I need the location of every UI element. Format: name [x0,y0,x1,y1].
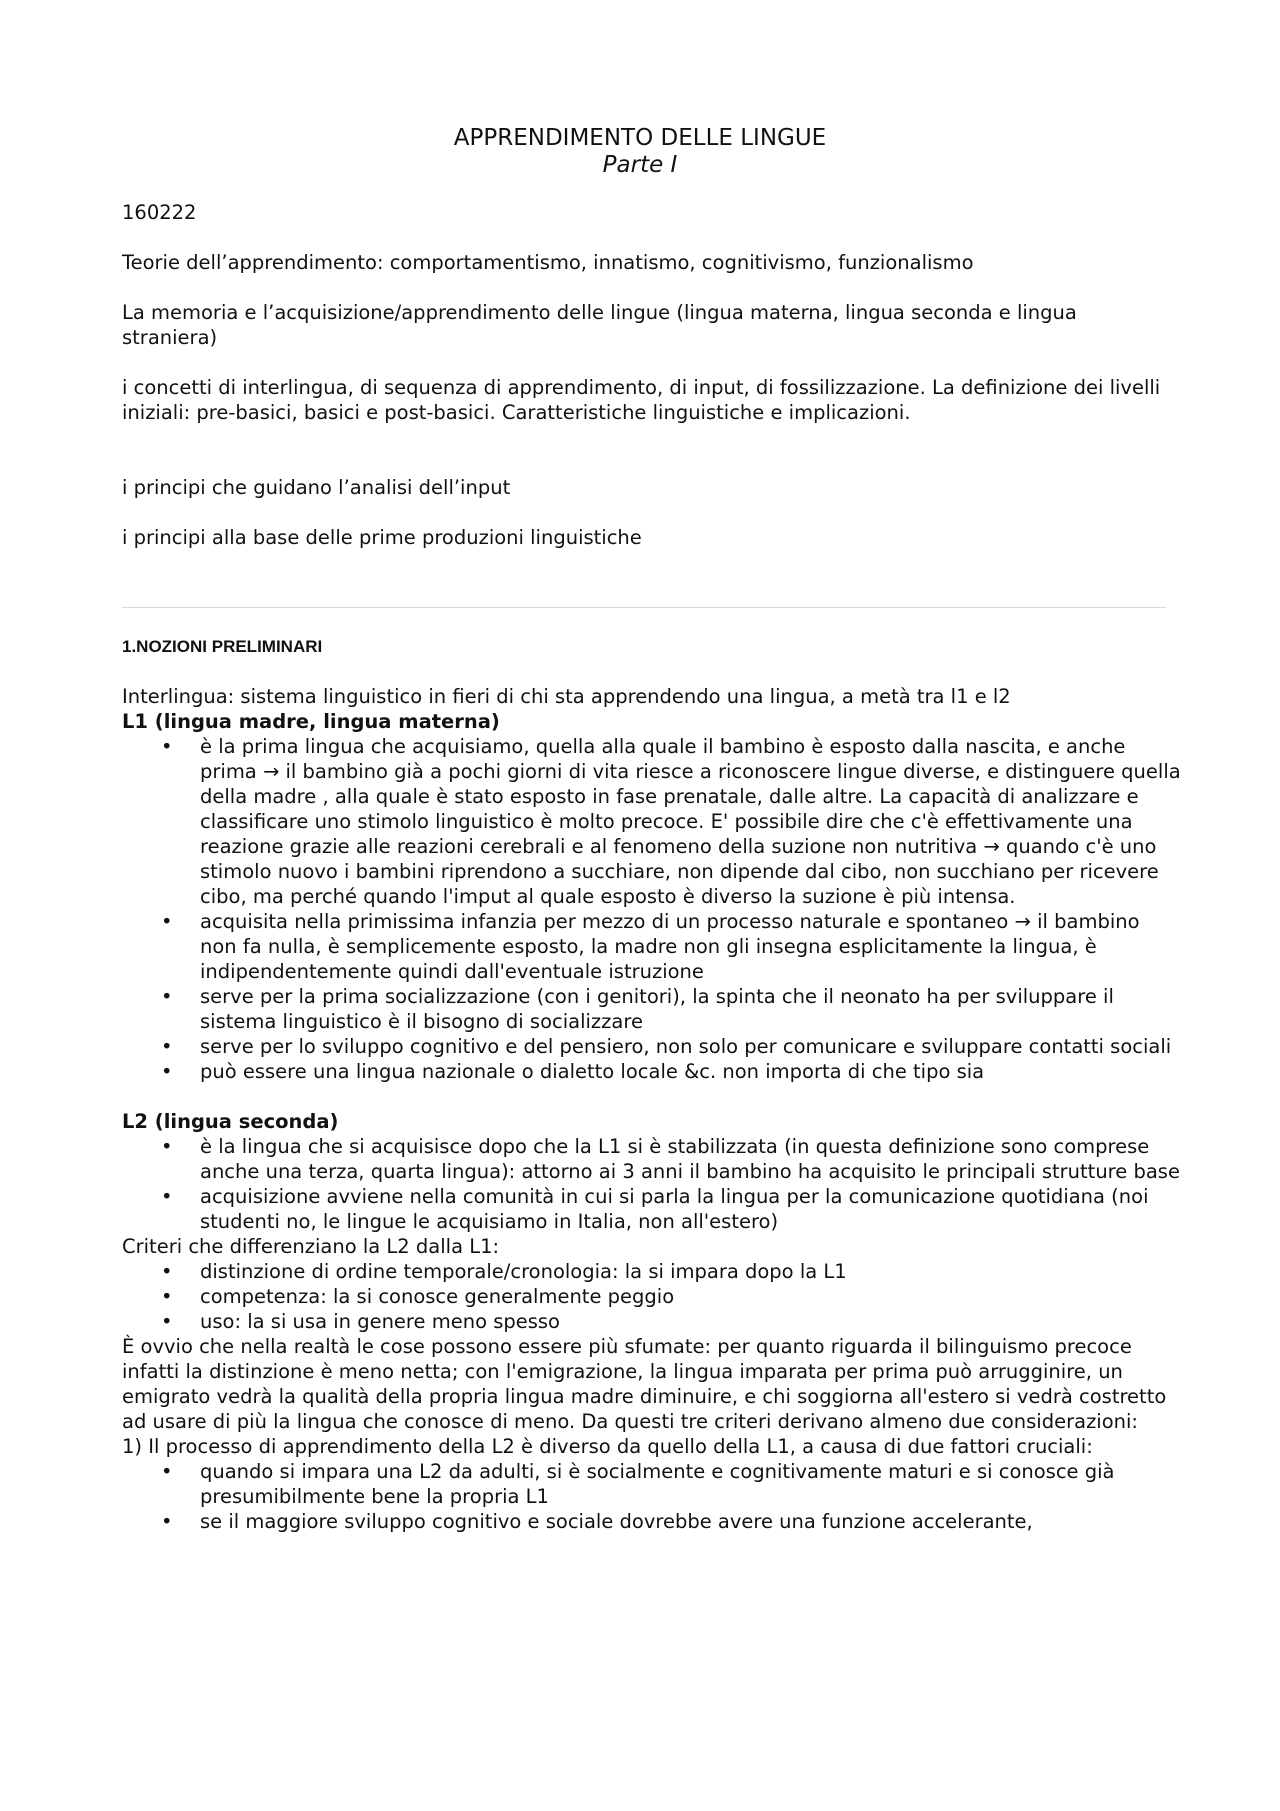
section1-body [122,684,1182,1534]
list-item: • acquisita nella primissima infanzia per mezzo di un processo naturale e spontaneo → il bambino non fa nulla, è semplicemente esposto, la madre non gli insegna esplicitamente la lingua, è indipendentemente quindi dall'eventuale istruzione [122,909,1182,984]
document-subtitle: Parte I [602,152,678,178]
l1-heading: L1 (lingua madre, lingua materna) [122,710,500,733]
topic-5 [122,525,1172,550]
nuance-paragraph: È ovvio che nella realtà le cose possono essere più sfumate: per quanto riguarda il bilinguismo precoce infatti la distinzione è meno netta; con l'emigrazione, la lingua imparata per prima può arrugginire, un emigrato vedrà la qualità della propria lingua madre diminuire, e chi soggiorna all'estero si vedrà costretto ad usare di più la lingua che conosce di meno. Da questi tre criteri derivano almeno due considerazioni: [122,1335,1167,1433]
list-item: • può essere una lingua nazionale o dialetto locale &c. non importa di che tipo sia [122,1059,1182,1084]
topic-text: i concetti di interlingua, di sequenza di apprendimento, di input, di fossilizzazione. La definizione dei livelli iniziali: pre-basici, basici e post-basici. Caratteristiche linguistiche e implicazioni. [122,376,1161,424]
topic-1 [122,250,1172,275]
list-item: • quando si impara una L2 da adulti, si è socialmente e cognitivamente maturi e si conosce già presumibilmente bene la propria L1 [122,1459,1182,1509]
section-heading: 1.NOZIONI PRELIMINARI [122,637,323,656]
list-item: • è la prima lingua che acquisiamo, quella alla quale il bambino è esposto dalla nascita, e anche prima → il bambino già a pochi giorni di vita riesce a riconoscere lingue diverse, e distinguere quella della madre , alla quale è stato esposto in fase prenatale, dalle altre. La capacità di analizzare e classificare uno stimolo linguistico è molto precoce. E' possibile dire che c'è effettivamente una reazione grazie alle reazioni cerebrali e al fenomeno della suzione non nutritiva → quando c'è uno stimolo nuovo i bambini riprendono a succhiare, non dipende dal cibo, non succhiano per ricevere cibo, ma perché quando l'imput al quale esposto è diverso la suzione è più intensa. [122,734,1182,909]
list-item: • serve per lo sviluppo cognitivo e del pensiero, non solo per comunicare e sviluppare contatti sociali [122,1034,1182,1059]
point-one-list [122,1459,1182,1534]
list-item: • acquisizione avviene nella comunità in cui si parla la lingua per la comunicazione quotidiana (noi studenti no, le lingue le acquisiamo in Italia, non all'estero) [122,1184,1182,1234]
l2-heading: L2 (lingua seconda) [122,1110,339,1133]
criteria-list [122,1259,1182,1334]
point-one: 1) Il processo di apprendimento della L2 è diverso da quello della L1, a causa di due fattori cruciali: [122,1435,1093,1458]
topic-2 [122,300,1172,350]
topic-text: La memoria e l’acquisizione/apprendimento delle lingue (lingua materna, lingua seconda e lingua straniera) [122,301,1077,349]
list-item: • competenza: la si conosce generalmente peggio [122,1284,1182,1309]
topic-text: i principi alla base delle prime produzioni linguistiche [122,526,642,549]
date: 160222 [122,201,197,224]
list-item: • è la lingua che si acquisisce dopo che la L1 si è stabilizzata (in questa definizione sono comprese anche una terza, quarta lingua): attorno ai 3 anni il bambino ha acquisito le principali strutture base [122,1134,1182,1184]
list-item: • se il maggiore sviluppo cognitivo e sociale dovrebbe avere una funzione accelerante, [122,1509,1182,1534]
document-title: APPRENDIMENTO DELLE LINGUE [453,125,827,151]
section-heading-block [122,634,1172,659]
criteria-intro: Criteri che differenziano la L2 dalla L1: [122,1235,500,1258]
section-divider [122,607,1166,608]
topic-4 [122,475,1172,500]
list-item: • serve per la prima socializzazione (con i genitori), la spinta che il neonato ha per sviluppare il sistema linguistico è il bisogno di socializzare [122,984,1182,1034]
topic-text: i principi che guidano l’analisi dell’input [122,476,511,499]
list-item: • distinzione di ordine temporale/cronologia: la si impara dopo la L1 [122,1259,1182,1284]
list-item: • uso: la si usa in genere meno spesso [122,1309,1182,1334]
topic-3 [122,375,1172,425]
interlingua-definition: Interlingua: sistema linguistico in fieri di chi sta apprendendo una lingua, a metà tra l1 e l2 [122,685,1011,708]
l2-bullet-list [122,1134,1182,1234]
date-line [122,200,1172,225]
l1-bullet-list [122,734,1182,1084]
topic-text: Teorie dell’apprendimento: comportamentismo, innatismo, cognitivismo, funzionalismo [122,251,974,274]
